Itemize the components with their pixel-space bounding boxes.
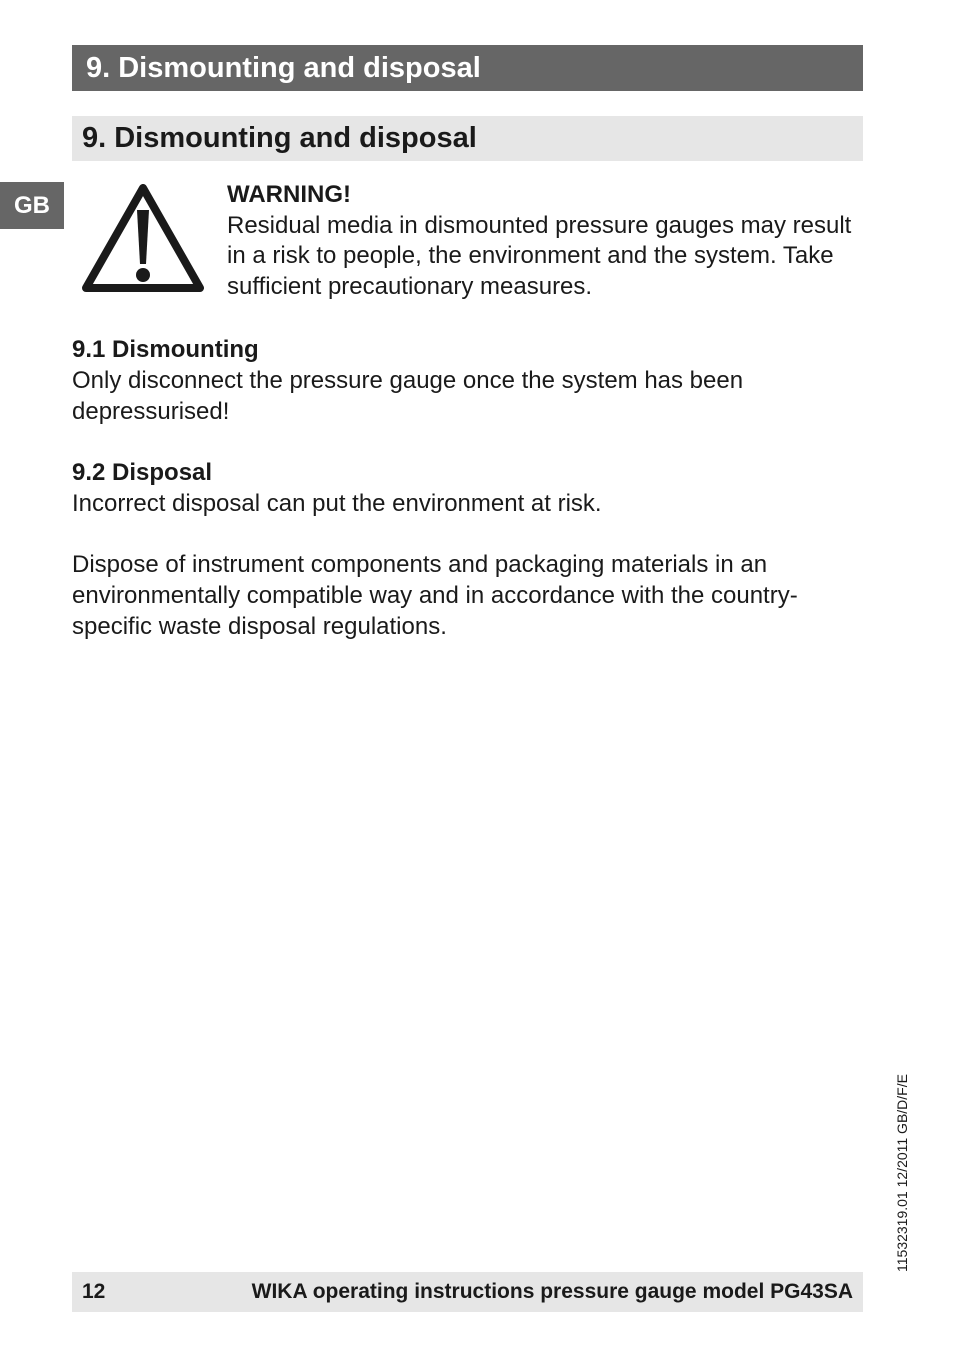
disposal-instructions xyxy=(72,549,862,642)
disposal-text-risk: Incorrect disposal can put the environment at risk. xyxy=(72,490,602,517)
warning-block xyxy=(227,180,857,302)
disposal-heading: 9.2 Disposal xyxy=(72,459,213,486)
warning-title: WARNING! xyxy=(227,181,351,208)
section-title: 9. Dismounting and disposal xyxy=(72,116,863,161)
footer-title: WIKA operating instructions pressure gauge model PG43SA xyxy=(251,1280,853,1303)
warning-text: Residual media in dismounted pressure gauges may result in a risk to people, the environment and the system. Take sufficient precautionary measures. xyxy=(227,211,852,300)
dismounting-text: Only disconnect the pressure gauge once the system has been depressurised! xyxy=(72,367,744,425)
page-header: 9. Dismounting and disposal xyxy=(72,45,863,91)
disposal-section xyxy=(72,457,862,519)
language-tab: GB xyxy=(0,182,64,229)
dismounting-heading: 9.1 Dismounting xyxy=(72,336,259,363)
page-footer xyxy=(72,1272,863,1312)
disposal-text-instructions: Dispose of instrument components and packaging materials in an environmentally compatible way and in accordance with the country-specific waste disposal regulations. xyxy=(72,551,798,640)
warning-triangle-icon xyxy=(82,184,204,292)
dismounting-section xyxy=(72,334,862,427)
document-code: 11532319.01 12/2011 GB/D/F/E xyxy=(894,1074,910,1272)
page-number: 12 xyxy=(82,1280,106,1303)
